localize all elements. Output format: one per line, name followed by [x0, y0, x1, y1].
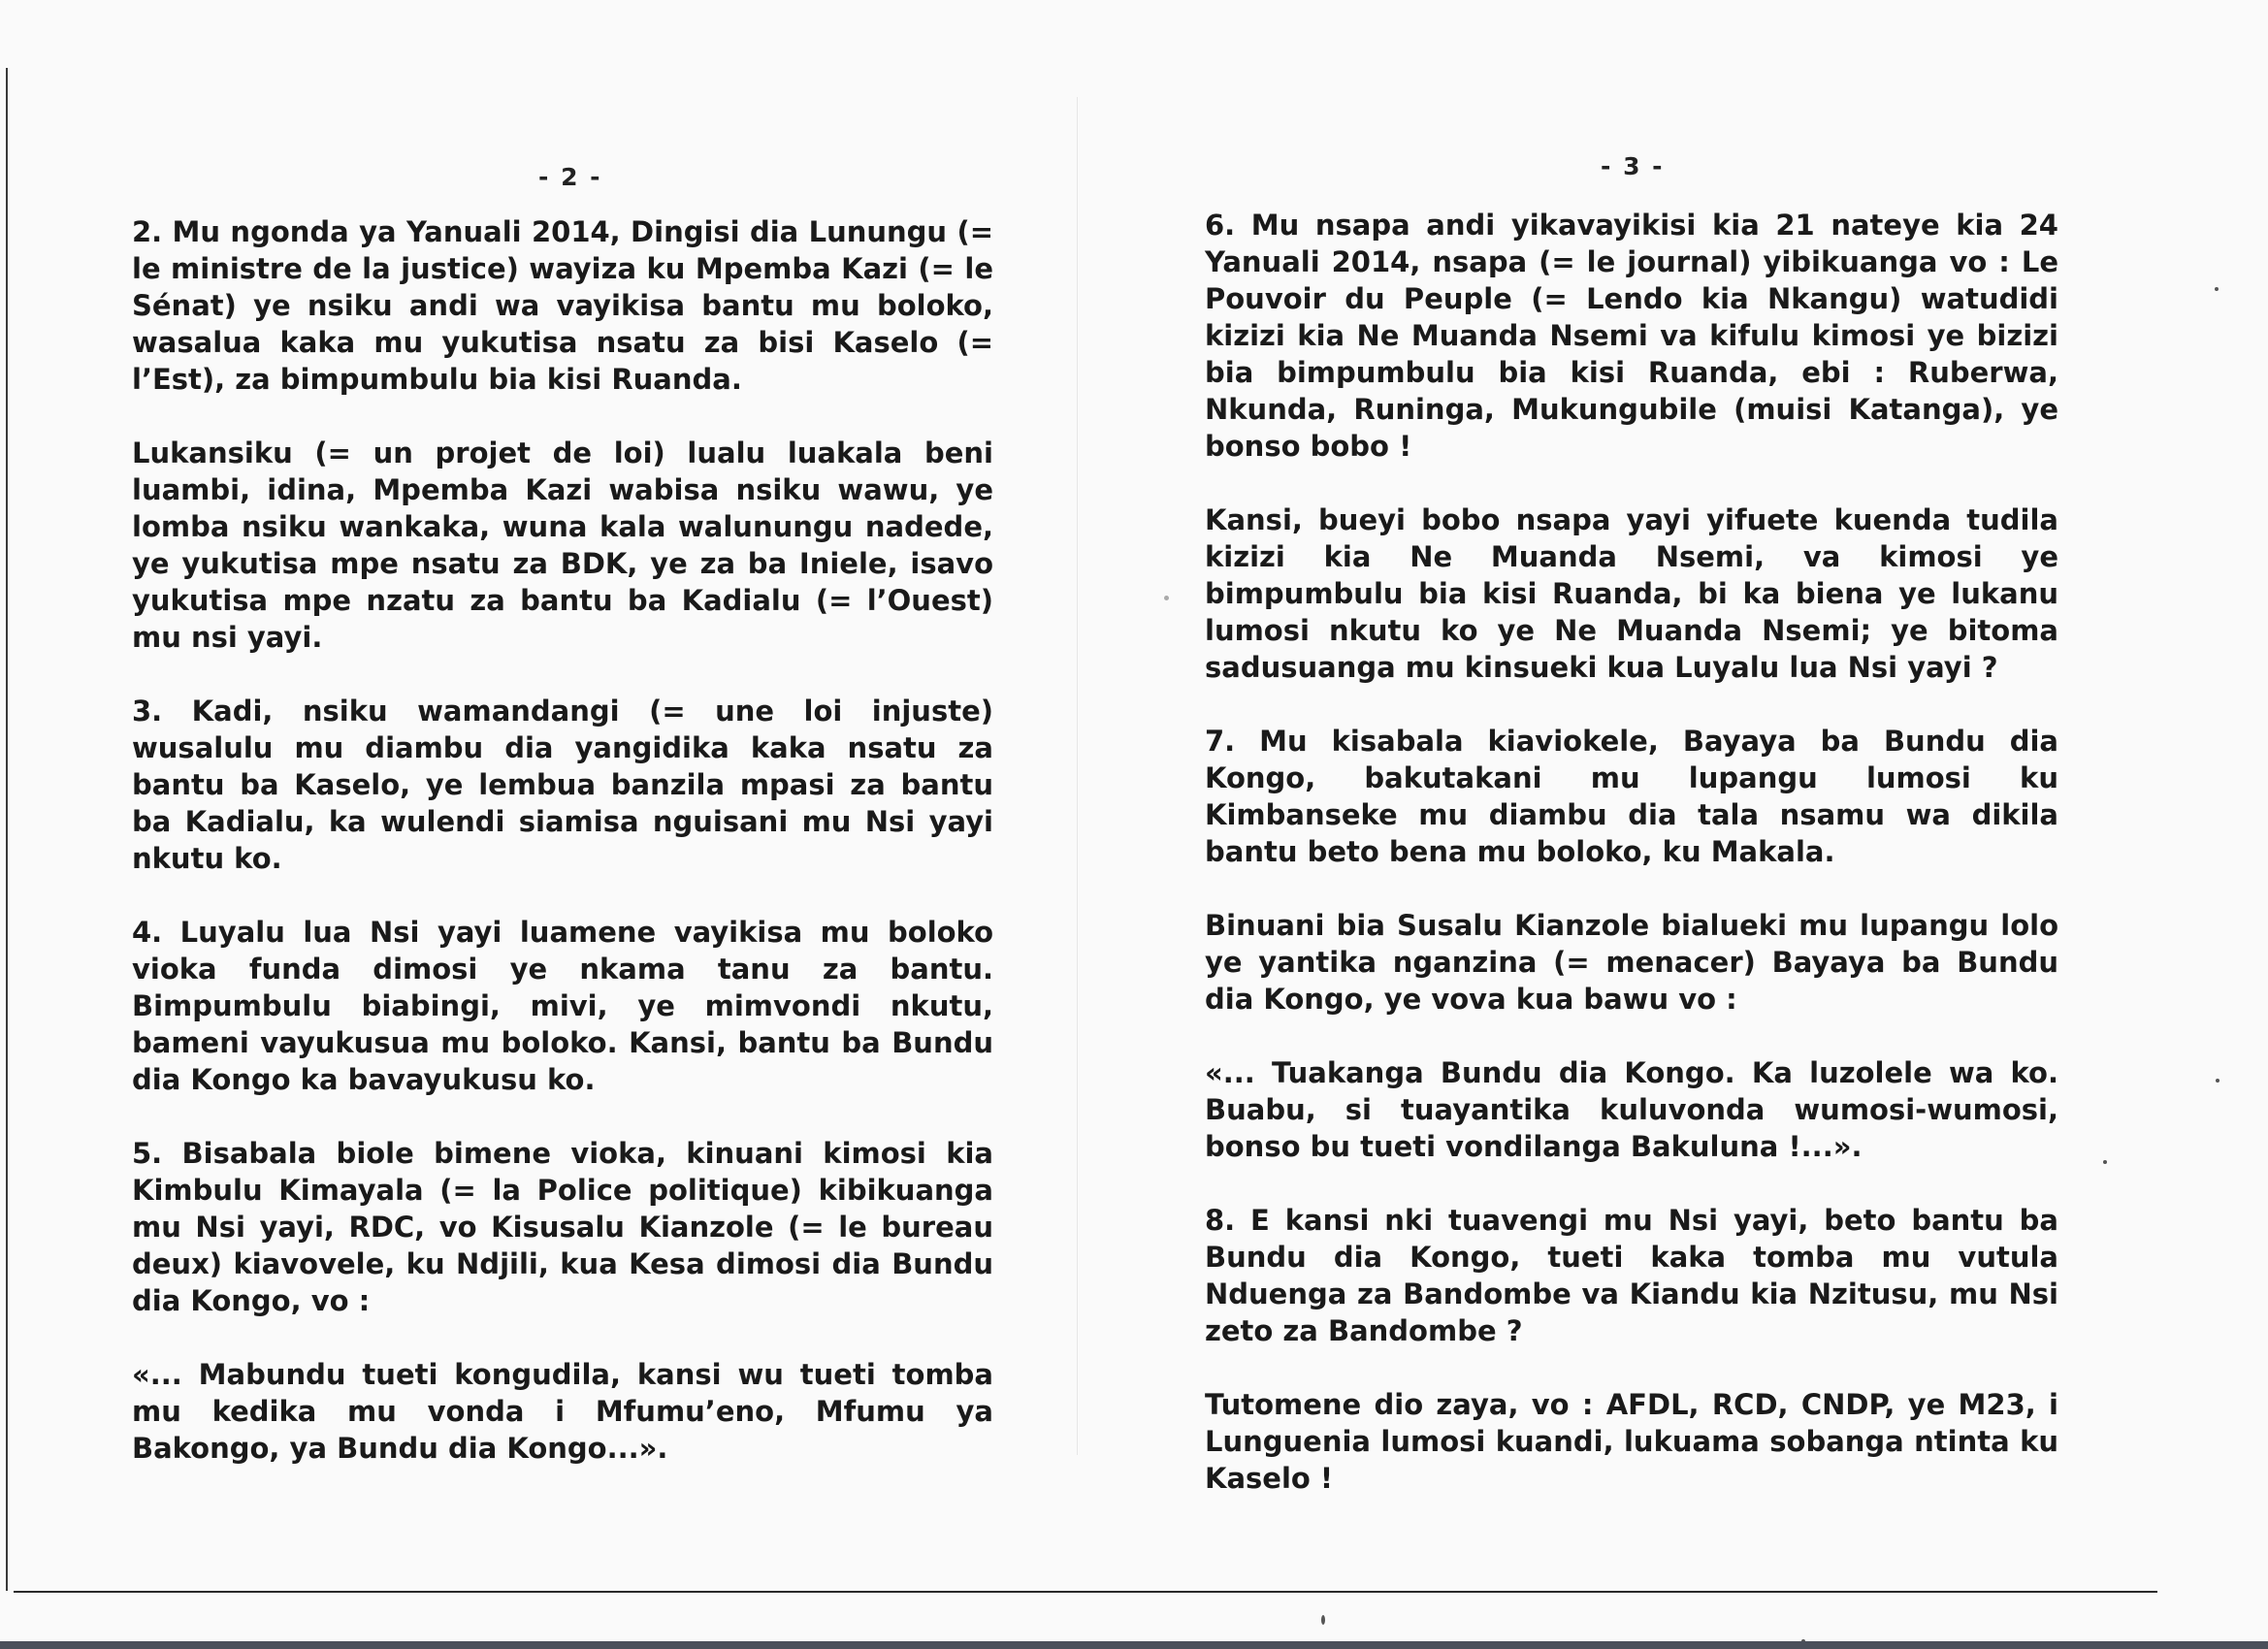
scan-speck	[1321, 1615, 1325, 1625]
bottom-rule	[14, 1591, 2157, 1593]
scan-speck	[1164, 596, 1169, 600]
paragraph-quote-right: «... Tuakanga Bundu dia Kongo. Ka luzolele wa ko. Buabu, si tuayantika kuluvonda wumosi-wumosi, bonso bu tueti vondilanga Bakuluna !...».	[1205, 1056, 2058, 1163]
page-number-left: - 2 -	[538, 163, 602, 191]
page-number-right: - 3 -	[1601, 152, 1665, 180]
paragraph-kansi: Kansi, bueyi bobo nsapa yayi yifuete kuenda tudila kizizi kia Ne Muanda Nsemi, va kimosi ye bimpumbulu bia kisi Ruanda, bi ka biena ye lukanu lumosi nkutu ko ye Ne Muanda Nsemi; ye bitoma sadusuanga mu kinsueki kua Luyalu lua Nsi yayi ?	[1205, 503, 2058, 684]
scan-speck	[2215, 287, 2219, 291]
paragraph-tutomene: Tutomene dio zaya, vo : AFDL, RCD, CNDP, ye M23, i Lunguenia lumosi kuandi, lukuama sobanga ntinta ku Kaselo !	[1205, 1388, 2058, 1495]
scan-left-border	[6, 68, 8, 1591]
page-fold-line	[1077, 97, 1078, 1455]
paragraph-binuani: Binuani bia Susalu Kianzole bialueki mu lupangu lolo ye yantika nganzina (= menacer) Bayaya ba Bundu dia Kongo, ye vova kua bawu vo :	[1205, 909, 2058, 1016]
right-page-column	[1205, 207, 2058, 1534]
paragraph-5: 5. Bisabala biole bimene vioka, kinuani kimosi kia Kimbulu Kimayala (= la Police politique) kibikuanga mu Nsi yayi, RDC, vo Kisusalu Kianzole (= le bureau deux) kiavovele, ku Ndjili, kua Kesa dimosi dia Bundu dia Kongo, vo :	[132, 1137, 993, 1317]
paragraph-7: 7. Mu kisabala kiaviokele, Bayaya ba Bundu dia Kongo, bakutakani mu lupangu lumosi ku Kimbanseke mu diambu dia tala nsamu wa dikila bantu beto bena mu boloko, ku Makala.	[1205, 725, 2058, 868]
paragraph-6: 6. Mu nsapa andi yikavayikisi kia 21 nateye kia 24 Yanuali 2014, nsapa (= le journal) yibikuanga vo : Le Pouvoir du Peuple (= Lendo kia Nkangu) watudidi kizizi kia Ne Muanda Nsemi va kifulu kimosi ye bizizi bia bimpumbulu bia kisi Ruanda, ebi : Ruberwa, Nkunda, Runinga, Mukungubile (muisi Katanga), ye bonso bobo !	[1205, 209, 2058, 463]
paragraph-3: 3. Kadi, nsiku wamandangi (= une loi injuste) wusalulu mu diambu dia yangidika kaka nsatu za bantu ba Kaselo, ye lembua banzila mpasi za bantu ba Kadialu, ka wulendi siamisa nguisani mu Nsi yayi nkutu ko.	[132, 695, 993, 875]
left-page-column	[132, 213, 993, 1504]
scan-speck	[2103, 1160, 2107, 1164]
paragraph-lukansiku: Lukansiku (= un projet de loi) lualu luakala beni luambi, idina, Mpemba Kazi wabisa nsiku wawu, ye lomba nsiku wankaka, wuna kala walunungu nadede, ye yukutisa mpe nsatu za BDK, ye za ba Iniele, isavo yukutisa mpe nzatu za bantu ba Kadialu (= l’Ouest) mu nsi yayi.	[132, 436, 993, 654]
paragraph-quote-left: «... Mabundu tueti kongudila, kansi wu tueti tomba mu kedika mu vonda i Mfumu’eno, Mfumu ya Bakongo, ya Bundu dia Kongo...».	[132, 1358, 993, 1465]
paragraph-8: 8. E kansi nki tuavengi mu Nsi yayi, beto bantu ba Bundu dia Kongo, tueti kaka tomba mu vutula Nduenga za Bandombe va Kiandu kia Nzitusu, mu Nsi zeto za Bandombe ?	[1205, 1204, 2058, 1347]
scan-bottom-edge	[0, 1641, 2268, 1649]
scan-speck	[2216, 1079, 2219, 1083]
paragraph-2: 2. Mu ngonda ya Yanuali 2014, Dingisi dia Lunungu (= le ministre de la justice) wayiza ku Mpemba Kazi (= le Sénat) ye nsiku andi wa vayikisa bantu mu boloko, wasalua kaka mu yukutisa nsatu za bisi Kaselo (= l’Est), za bimpumbulu bia kisi Ruanda.	[132, 215, 993, 396]
paragraph-4: 4. Luyalu lua Nsi yayi luamene vayikisa mu boloko vioka funda dimosi ye nkama tanu za bantu. Bimpumbulu biabingi, mivi, ye mimvondi nkutu, bameni vayukusua mu boloko. Kansi, bantu ba Bundu dia Kongo ka bavayukusu ko.	[132, 916, 993, 1096]
